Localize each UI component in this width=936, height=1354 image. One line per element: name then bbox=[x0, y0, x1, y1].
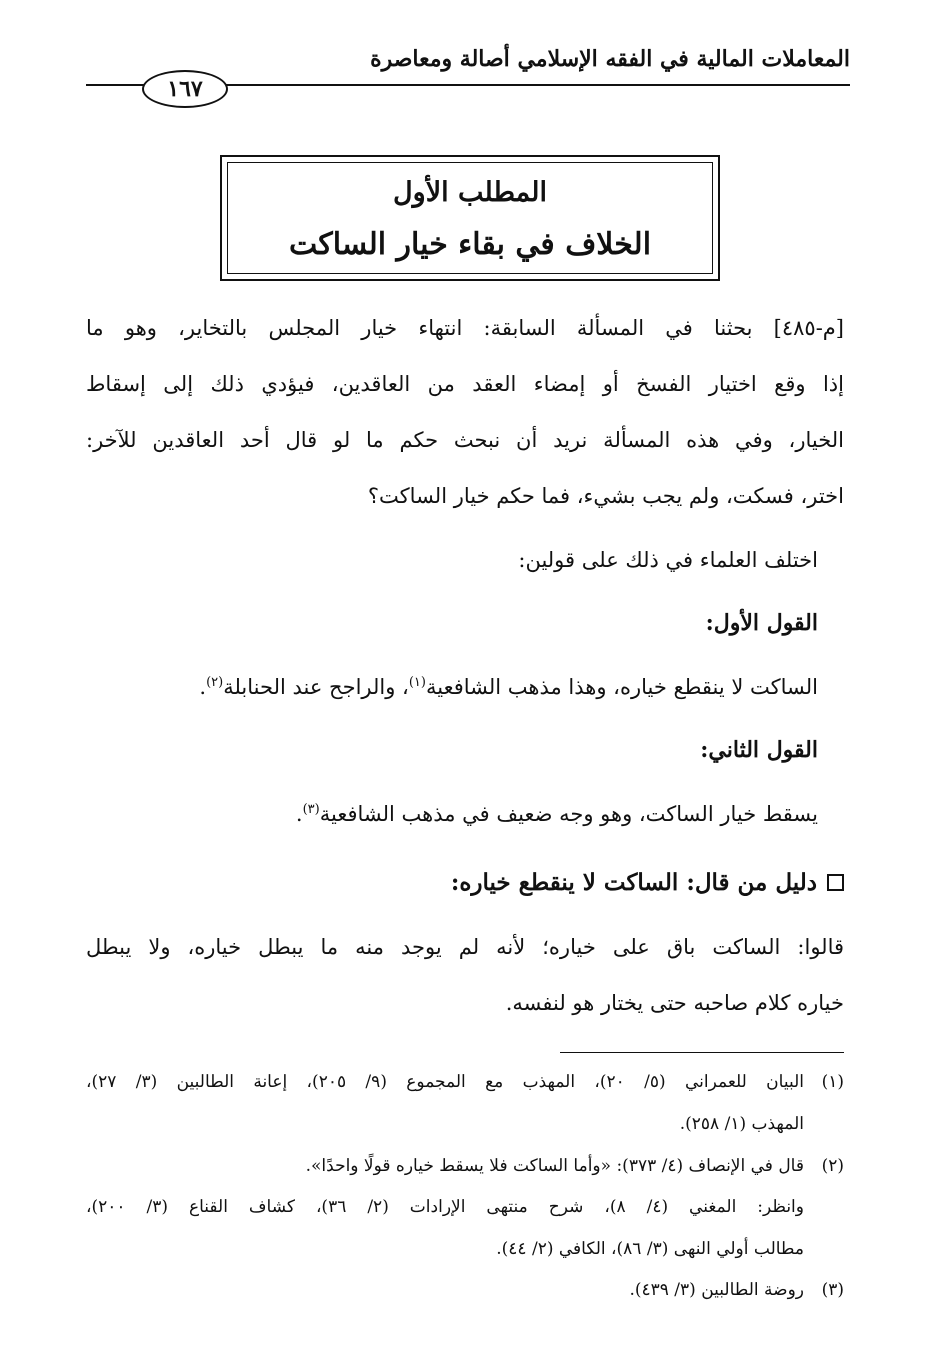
opinion-2-text-main: يسقط خيار الساكت، وهو وجه ضعيف في مذهب الشافعية bbox=[319, 802, 818, 826]
footnote-2-number: (٢) bbox=[821, 1156, 844, 1176]
footnote-1-line-1: البيان للعمراني (٥/ ٢٠)، المهذب مع المجموع (٩/ ٢٠٥)، إعانة الطالبين (٣/ ٢٧)، bbox=[86, 1072, 804, 1092]
paragraph-line-1: [م-٤٨٥] بحثنا في المسألة السابقة: انتهاء خيار المجلس بالتخاير، وهو ما bbox=[86, 316, 844, 340]
evidence-line-1: قالوا: الساكت باق على خياره؛ لأنه لم يوجد منه ما يبطل خياره، ولا يبطل bbox=[86, 935, 844, 959]
footnote-separator bbox=[560, 1052, 844, 1053]
paragraph-line-4: اختر، فسكت، ولم يجب بشيء، فما حكم خيار الساكت؟ bbox=[367, 484, 844, 508]
paragraph-line-3: الخيار، وفي هذه المسألة نريد أن نبحث حكم ما لو قال أحد العاقدين للآخر: bbox=[86, 428, 844, 452]
opinion-1-text-b: ، والراجح عند الحنابلة bbox=[223, 675, 409, 699]
paragraph-line-2: إذا وقع اختيار الفسخ أو إمضاء العقد من العاقدين، فيؤدي ذلك إلى إسقاط bbox=[86, 372, 844, 396]
opinion-1-text-a: الساكت لا ينقطع خياره، وهذا مذهب الشافعية bbox=[425, 675, 818, 699]
evidence-heading-row bbox=[86, 866, 844, 900]
footnote-ref-1: (١) bbox=[408, 675, 426, 690]
page-number: ١٦٧ bbox=[142, 70, 228, 108]
opinion-2-text bbox=[86, 797, 818, 831]
section-heading: المطلب الأول bbox=[393, 177, 547, 208]
evidence-line-2: خياره كلام صاحبه حتى يختار هو لنفسه. bbox=[505, 991, 844, 1015]
opinions-intro: اختلف العلماء في ذلك على قولين: bbox=[518, 548, 818, 572]
section-subheading: الخلاف في بقاء خيار الساكت bbox=[288, 227, 652, 262]
running-header-title: المعاملات المالية في الفقه الإسلامي أصالة ومعاصرة bbox=[370, 46, 850, 72]
footnote-1-number: (١) bbox=[821, 1072, 844, 1092]
footnote-2-line-3: مطالب أولي النهى (٣/ ٨٦)، الكافي (٢/ ٤٤). bbox=[496, 1239, 804, 1259]
footnote-2-line-1: قال في الإنصاف (٤/ ٣٧٣): «وأما الساكت فلا يسقط خياره قولًا واحدًا». bbox=[305, 1156, 804, 1176]
opinion-2-label: القول الثاني: bbox=[700, 737, 818, 763]
footnote-1-line-2: المهذب (١/ ٢٥٨). bbox=[679, 1114, 804, 1134]
footnote-3-line-1: روضة الطالبين (٣/ ٤٣٩). bbox=[629, 1280, 804, 1300]
opinion-1-text bbox=[86, 670, 818, 704]
footnote-2-line-2: وانظر: المغني (٤/ ٨)، شرح منتهى الإرادات (٢/ ٣٦)، كشاف القناع (٣/ ٢٠٠)، bbox=[86, 1197, 804, 1217]
footnote-ref-3: (٣) bbox=[302, 802, 320, 817]
footnote-3-number: (٣) bbox=[821, 1280, 844, 1300]
opinion-2-end: . bbox=[295, 802, 303, 826]
section-title-box bbox=[220, 155, 720, 281]
opinion-1-end: . bbox=[199, 675, 207, 699]
opinion-1-label: القول الأول: bbox=[705, 610, 818, 636]
evidence-heading: دليل من قال: الساكت لا ينقطع خياره: bbox=[450, 869, 817, 896]
square-bullet-icon bbox=[827, 874, 844, 891]
footnote-ref-2: (٢) bbox=[206, 675, 224, 690]
